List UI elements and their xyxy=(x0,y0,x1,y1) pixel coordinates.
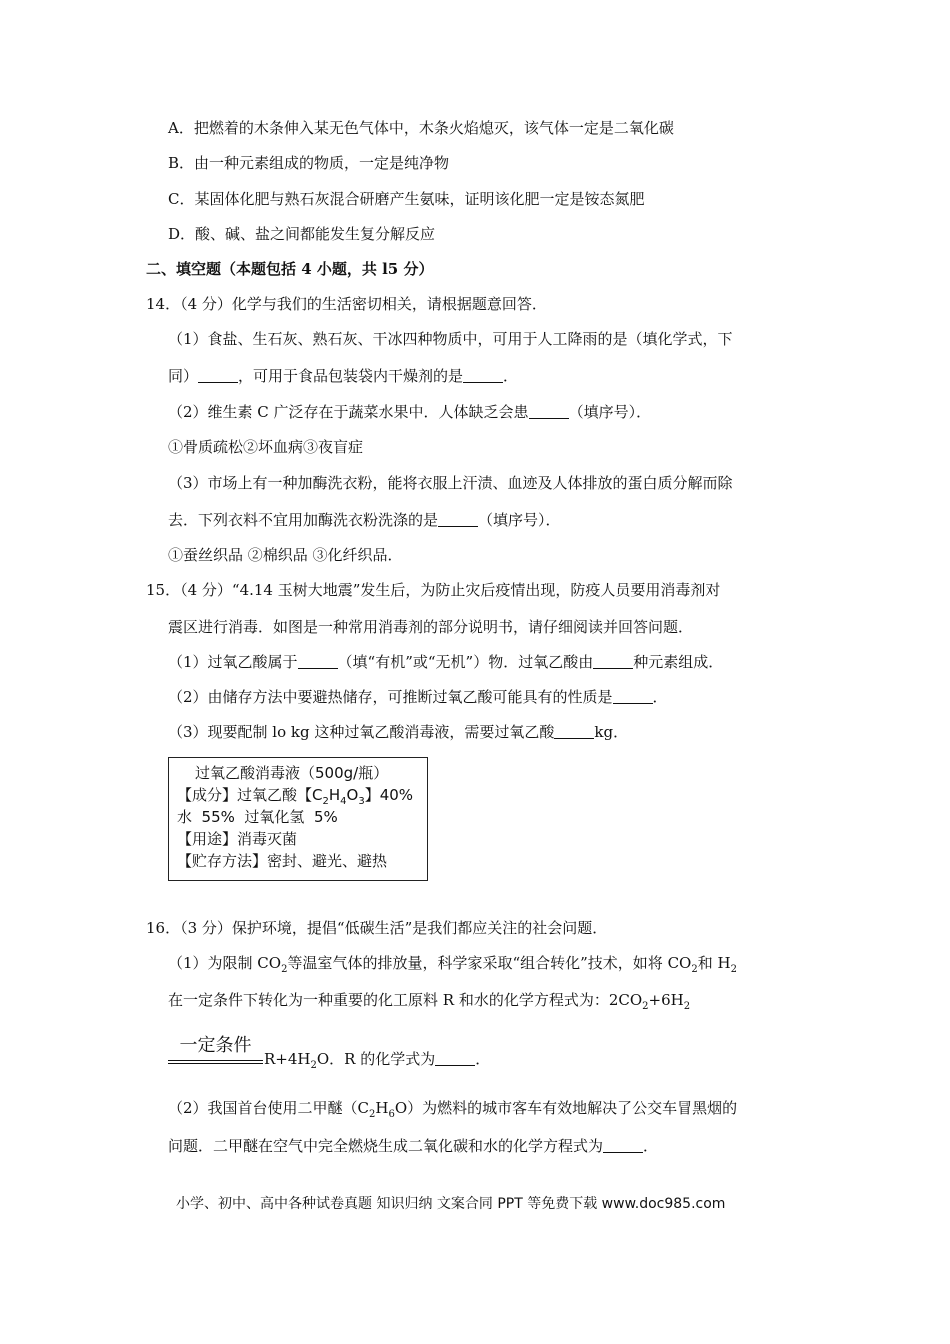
label-title: 过氧乙酸消毒液（500g/瓶） xyxy=(195,764,389,782)
q14-part1-line2 xyxy=(168,366,518,386)
q15-part1 xyxy=(168,652,723,672)
label-water: 水 55% 过氧化氢 5% xyxy=(177,808,338,826)
answer-blank[interactable] xyxy=(529,404,569,419)
option-d: D．酸、碱、盐之间都能发生复分解反应 xyxy=(168,225,436,243)
q14-part1-line1: （1）食盐、生石灰、熟石灰、干冰四种物质中，可用于人工降雨的是（填化学式，下 xyxy=(168,330,733,348)
q14-stem: 14．（4 分）化学与我们的生活密切相关，请根据题意回答． xyxy=(146,295,547,313)
answer-blank[interactable] xyxy=(438,512,478,527)
q16-stem: 16．（3 分）保护环境，提倡“低碳生活”是我们都应关注的社会问题． xyxy=(146,919,608,937)
answer-blank[interactable] xyxy=(463,368,503,383)
q14-p2-text-a: （2）维生素 C 广泛存在于蔬菜水果中．人体缺乏会患 xyxy=(168,403,529,421)
equals-bar-top xyxy=(168,1060,263,1061)
page-footer: 小学、初中、高中各种试卷真题 知识归纳 文案合同 PPT 等免费下载 www.doc985.com xyxy=(176,1196,726,1212)
equals-bar-bottom xyxy=(168,1063,263,1064)
q15-p2-text-b: ． xyxy=(652,688,668,706)
q14-part3-line1: （3）市场上有一种加酶洗衣粉，能将衣服上汗渍、血迹及人体排放的蛋白质分解而除 xyxy=(168,474,733,492)
q14-part3-options: ①蚕丝织品 ②棉织品 ③化纤织品． xyxy=(168,546,403,564)
disinfectant-label xyxy=(168,757,428,881)
q16-part1-line1: （1）为限制 $CO_2$等温室气体的排放量，科学家采取“组合转化”技术，如将 $CO_2$和 $H_2$ xyxy=(168,954,737,975)
q14-part2-options: ①骨质疏松②坏血病③夜盲症 xyxy=(168,438,364,456)
q14-p3-text-b: （填序号）． xyxy=(478,511,561,529)
q15-p3-text-b: kg． xyxy=(594,723,629,741)
option-c: C．某固体化肥与熟石灰混合研磨产生氨味，证明该化肥一定是铵态氮肥 xyxy=(168,190,645,208)
q15-p2-text-a: （2）由储存方法中要避热储存，可推断过氧乙酸可能具有的性质是 xyxy=(168,688,613,706)
section-title: 二、填空题（本题包括 4 小题，共 l5 分） xyxy=(146,260,434,278)
q15-part3 xyxy=(168,722,628,742)
q16-part2-line1: （2）我国首台使用二甲醚$(C_2H_6O)$为燃料的城市客车有效地解决了公交车冒黑烟的 xyxy=(168,1099,738,1120)
q15-stem-line2: 震区进行消毒．如图是一种常用消毒剂的部分说明书，请仔细阅读并回答问题． xyxy=(168,618,694,636)
q16-part1-line2: 在一定条件下转化为一种重要的化工原料 R 和水的化学方程式为：$2CO_2+6H_2$ xyxy=(168,991,691,1012)
answer-blank[interactable] xyxy=(593,654,633,669)
answer-blank[interactable] xyxy=(613,689,653,704)
q15-p1-text-a: （1）过氧乙酸属于 xyxy=(168,653,298,671)
q14-p1-text-b: ，可用于食品包装袋内干燥剂的是 xyxy=(238,367,464,385)
q15-p1-text-b: （填“有机”或“无机”）物．过氧乙酸由 xyxy=(337,653,594,671)
q16-part2-line2: 问题．二甲醚在空气中完全燃烧生成二氧化碳和水的化学方程式为 ． xyxy=(168,1137,659,1155)
q14-p1-text-c: ． xyxy=(503,367,519,385)
answer-blank[interactable] xyxy=(435,1051,475,1066)
answer-blank[interactable] xyxy=(298,654,338,669)
q16-part1-line3: $R+4H_2O$．R 的化学式为 ． xyxy=(264,1050,491,1071)
answer-blank[interactable] xyxy=(198,368,238,383)
q14-p2-text-b: （填序号）． xyxy=(568,403,652,421)
label-ingredient: 【成分】过氧乙酸【$C_2H_4O_3$】40% xyxy=(177,786,414,807)
option-a: A．把燃着的木条伸入某无色气体中，木条火焰熄灭，该气体一定是二氧化碳 xyxy=(168,119,674,137)
option-b: B．由一种元素组成的物质，一定是纯净物 xyxy=(168,154,450,172)
condition-text: 一定条件 xyxy=(179,1035,252,1056)
q14-part2 xyxy=(168,402,651,422)
answer-blank[interactable] xyxy=(554,724,594,739)
q15-part2 xyxy=(168,687,668,707)
answer-blank[interactable] xyxy=(603,1138,643,1153)
q15-stem-line1: 15．（4 分）“4.14 玉树大地震”发生后，为防止灾后疫情出现，防疫人员要用消毒剂对 xyxy=(146,581,721,599)
label-storage: 【贮存方法】密封、避光、避热 xyxy=(177,852,388,870)
q14-p1-text-a: 同） xyxy=(168,367,199,385)
q15-p3-text-a: （3）现要配制 lo kg 这种过氧乙酸消毒液，需要过氧乙酸 xyxy=(168,723,555,741)
q14-p3-text-a: 去．下列衣料不宜用加酶洗衣粉洗涤的是 xyxy=(168,511,439,529)
q14-part3-line2 xyxy=(168,510,561,530)
q15-p1-text-c: 种元素组成． xyxy=(633,653,724,671)
reaction-condition xyxy=(168,1035,263,1064)
label-use: 【用途】消毒灭菌 xyxy=(177,830,298,848)
